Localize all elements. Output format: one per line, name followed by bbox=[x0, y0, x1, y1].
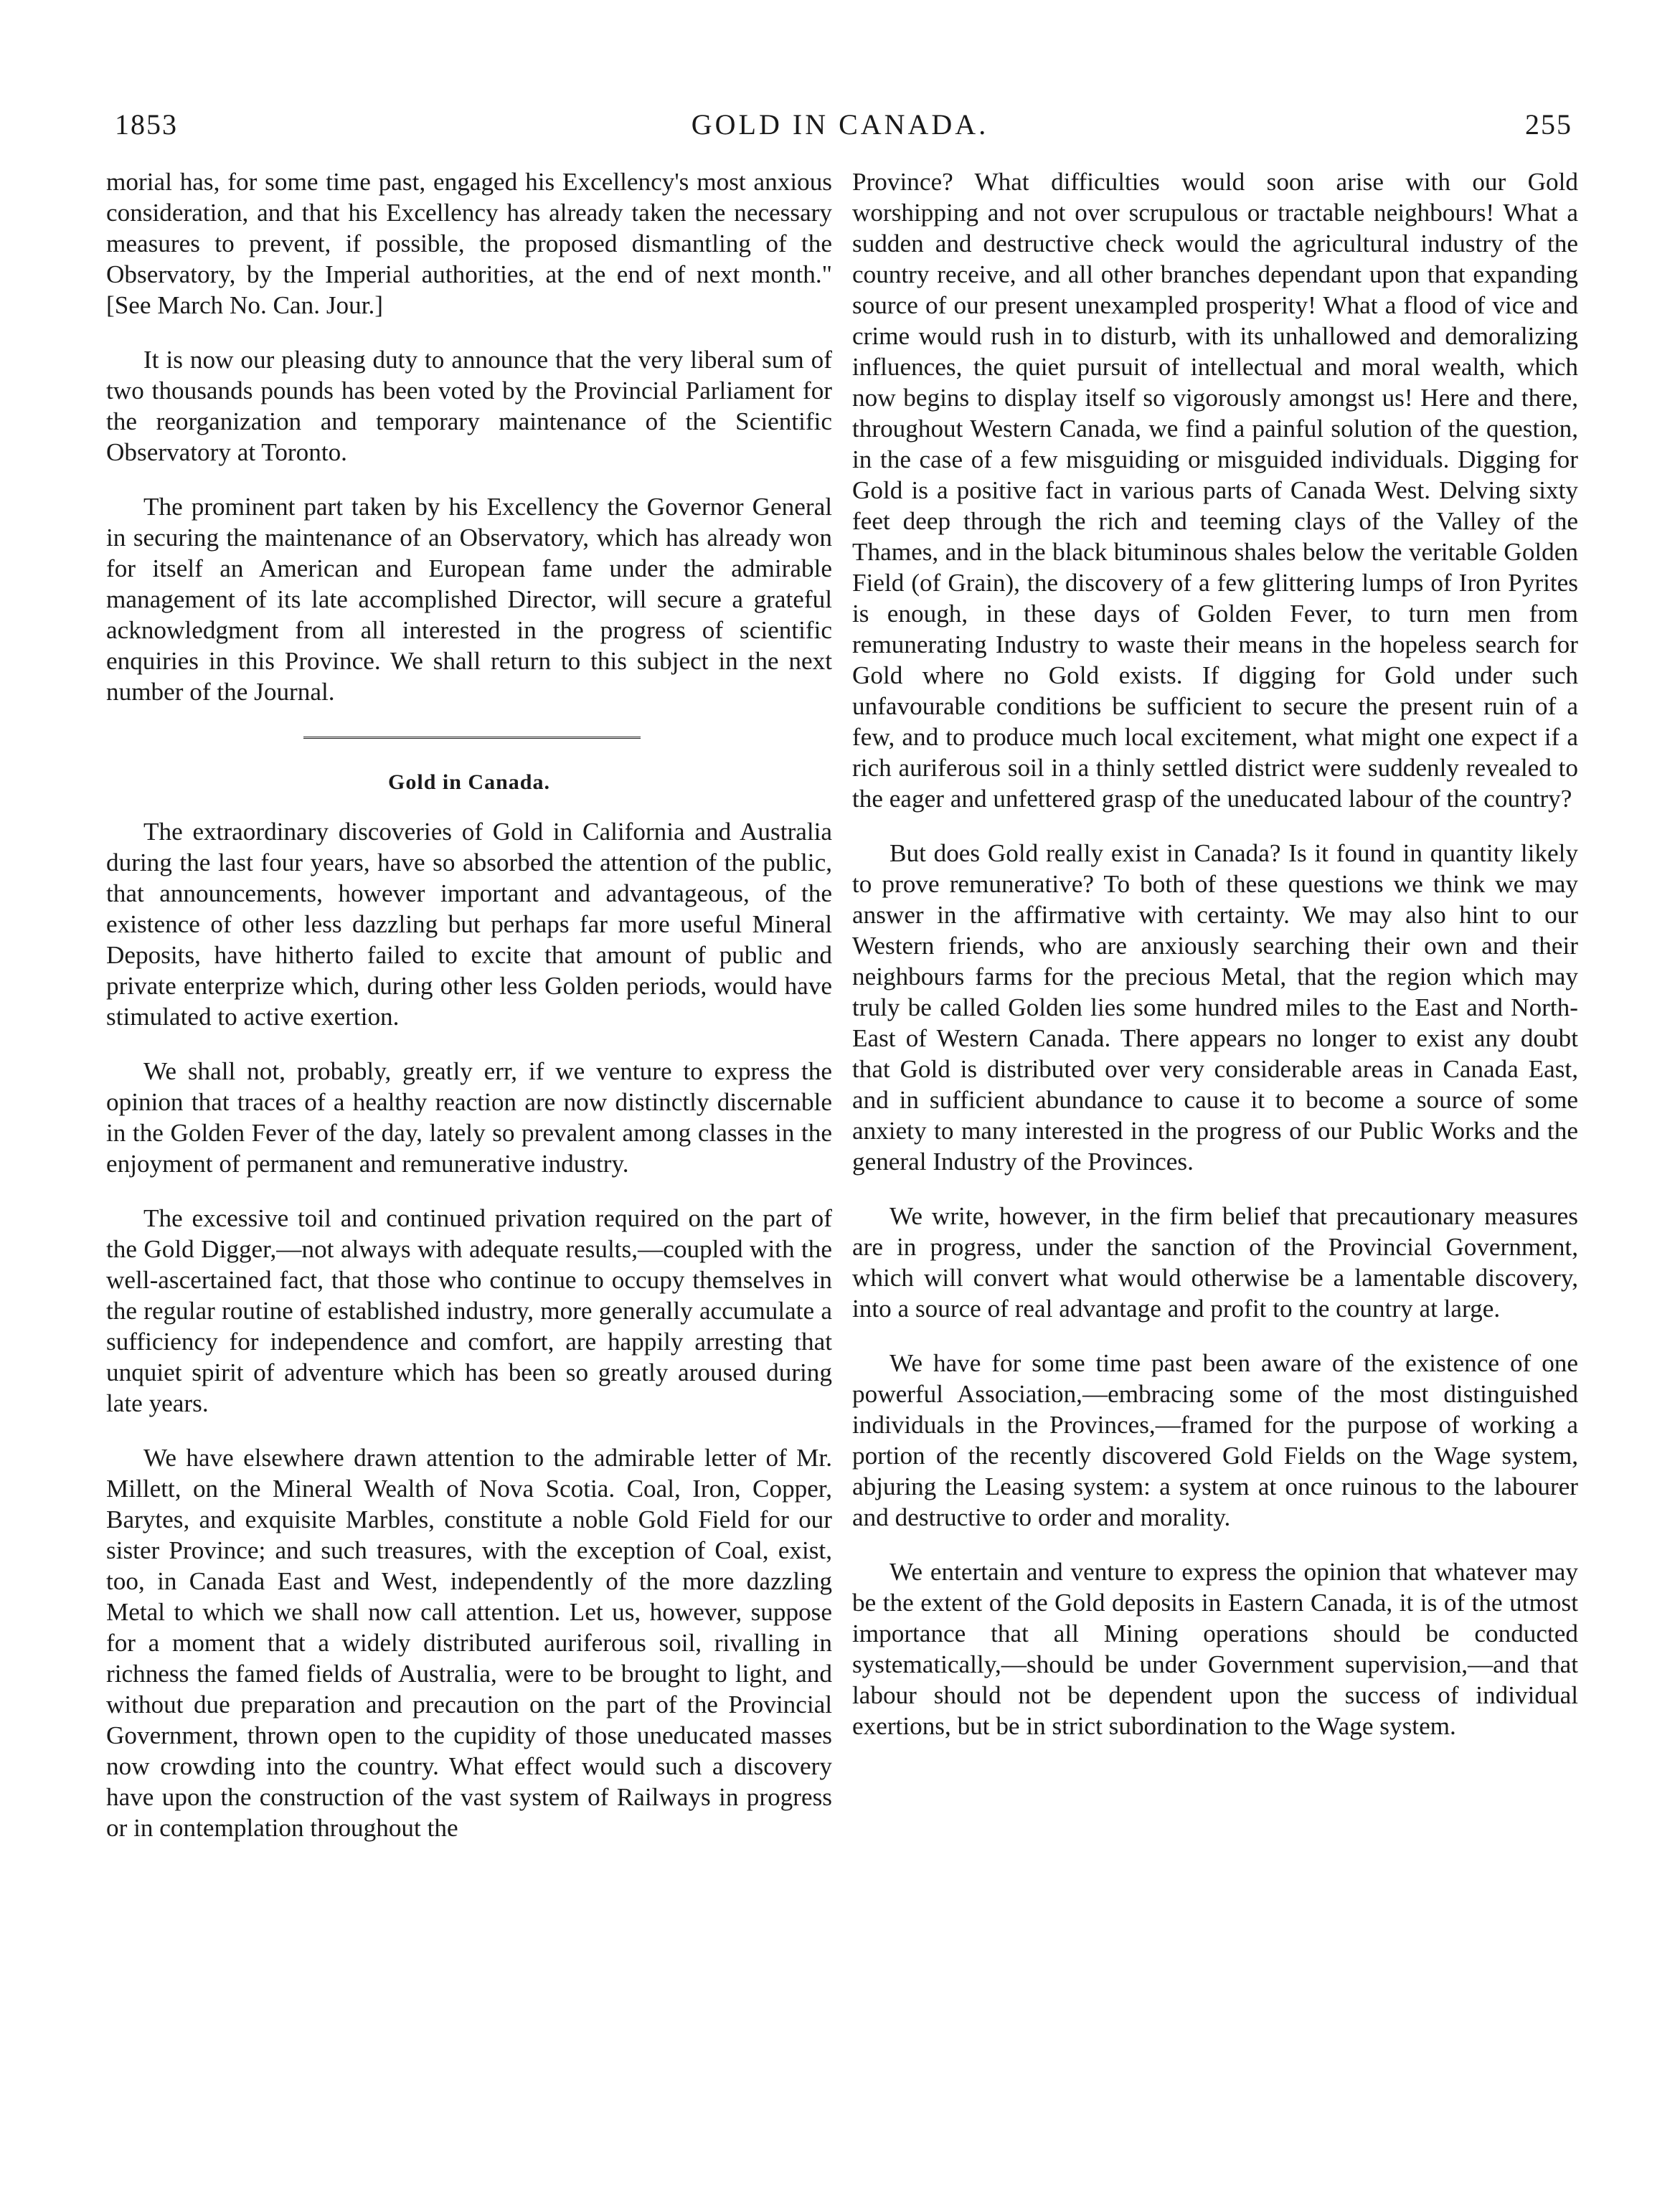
paragraph: We have elsewhere drawn attention to the admirable letter of Mr. Millett, on the Mineral Wealth of Nova Scotia. Coal, Iron, Copper, Barytes, and exquisite Marbles, constitute a noble Gold Field for our sister Province; and such treasures, with the exception of Coal, exist, too, in Canada East and West, independently of the more dazzling Metal to which we shall now call attention. Let us, however, suppose for a moment that a widely distributed auriferous soil, rivalling in richness the famed fields of Australia, were to be brought to light, and without due preparation and precaution on the part of the Provincial Government, thrown open to the cupidity of those uneducated masses now crowding into the country. What effect would such a discovery have upon the construction of the vast system of Railways in progress or in contemplation throughout the bbox=[106, 1444, 832, 1842]
paragraph: We write, however, in the firm belief that precautionary measures are in progress, under the sanction of the Provincial Government, which will convert what would otherwise be a lamentable discovery, into a source of real advantage and profit to the country at large. bbox=[852, 1202, 1578, 1323]
running-head-year: 1853 bbox=[115, 108, 178, 141]
left-column bbox=[106, 166, 832, 1867]
paragraph: Province? What difficulties would soon arise with our Gold worshipping and not over scrupulous or tractable neighbours! What a sudden and destructive check would the agricultural industry of the country receive, and all other branches dependant upon that expanding source of our present unexampled prosperity! What a flood of vice and crime would rush in to disturb, with its unhallowed and demoralizing influences, the quiet pursuit of intellectual and moral wealth, which now begins to display itself so vigorously amongst us! Here and there, throughout Western Canada, we find a painful solution of the question, in the case of a few misguiding or misguided individuals. Digging for Gold is a positive fact in various parts of Canada West. Delving sixty feet deep through the rich and teeming clays of the Valley of the Thames, and in the black bituminous shales below the veritable Golden Field (of Grain), the discovery of a few glittering lumps of Iron Pyrites is enough, in these days of Golden Fever, to turn men from remunerating Industry to waste their means in the hopeless search for Gold where no Gold exists. If digging for Gold under such unfavourable conditions be sufficient to secure the present ruin of a few, and to produce much local excitement, what might one expect if a rich auriferous soil in a thinly settled district were suddenly revealed to the eager and unfettered grasp of the uneducated labour of the country? bbox=[852, 168, 1578, 813]
paragraph: It is now our pleasing duty to announce that the very liberal sum of two thousands pounds has been voted by the Provincial Parliament for the reorganization and temporary maintenance of the Scientific Observatory at Toronto. bbox=[106, 346, 832, 466]
paragraph: The extraordinary discoveries of Gold in California and Australia during the last four years, have so absorbed the attention of the public, that announcements, however important and advantageous, of the existence of other less dazzling but perhaps far more useful Mineral Deposits, have hitherto failed to excite that amount of public and private enterprize which, during other less Golden periods, would have stimulated to active exertion. bbox=[106, 818, 832, 1031]
paragraph: The excessive toil and continued privation required on the part of the Gold Digger,—not always with adequate results,—coupled with the well-ascertained fact, that those who continue to occupy themselves in the regular routine of established industry, more generally accumulate a sufficiency for independence and comfort, are happily arresting that unquiet spirit of adventure which has been so greatly aroused during late years. bbox=[106, 1204, 832, 1417]
paragraph: morial has, for some time past, engaged his Excellency's most anxious consideration, and that his Excellency has already taken the necessary measures to prevent, if possible, the proposed dismantling of the Observatory, by the Imperial authorities, at the end of next month." [See March No. Can. Jour.] bbox=[106, 168, 832, 319]
section-divider bbox=[106, 731, 832, 745]
divider-rule bbox=[303, 737, 641, 739]
page-number: 255 bbox=[1525, 108, 1572, 141]
paragraph: The prominent part taken by his Excellency the Governor General in securing the maintenance of an Observatory, which has already won for itself an American and European fame under the admirable management of its late accomplished Director, will secure a grateful acknowledgment from all interested in the progress of scientific enquiries in this Province. We shall return to this subject in the next number of the Journal. bbox=[106, 493, 832, 706]
running-head-title: GOLD IN CANADA. bbox=[691, 108, 989, 141]
section-heading: Gold in Canada. bbox=[388, 770, 550, 794]
paragraph: We entertain and venture to express the opinion that whatever may be the extent of the Gold deposits in Eastern Canada, it is of the utmost importance that all Mining operations should be conducted systematically,—should be under Government supervision,—and that labour should not be dependent upon the success of individual exertions, but be in strict subordination to the Wage system. bbox=[852, 1558, 1578, 1740]
paragraph: But does Gold really exist in Canada? Is it found in quantity likely to prove remunerative? To both of these questions we think we may answer in the affirmative with certainty. We may also hint to our Western friends, who are anxiously searching their own and their neighbours farms for the precious Metal, that the region which may truly be called Golden lies some hundred miles to the East and North-East of Western Canada. There appears no longer to exist any doubt that Gold is distributed over very considerable areas in Canada East, and in sufficient abundance to cause it to become a source of some anxiety to many interested in the progress of our Public Works and the general Industry of the Provinces. bbox=[852, 839, 1578, 1176]
running-head bbox=[108, 108, 1572, 151]
paragraph: We shall not, probably, greatly err, if we venture to express the opinion that traces of a healthy reaction are now distinctly discernable in the Golden Fever of the day, lately so prevalent among classes in the enjoyment of permanent and remunerative industry. bbox=[106, 1057, 832, 1178]
right-column bbox=[852, 166, 1578, 1765]
paragraph: We have for some time past been aware of the existence of one powerful Association,—embracing some of the most distinguished individuals in the Provinces,—framed for the purpose of working a portion of the recently discovered Gold Fields on the Wage system, abjuring the Leasing system: a system at once ruinous to the labourer and destructive to order and morality. bbox=[852, 1349, 1578, 1531]
